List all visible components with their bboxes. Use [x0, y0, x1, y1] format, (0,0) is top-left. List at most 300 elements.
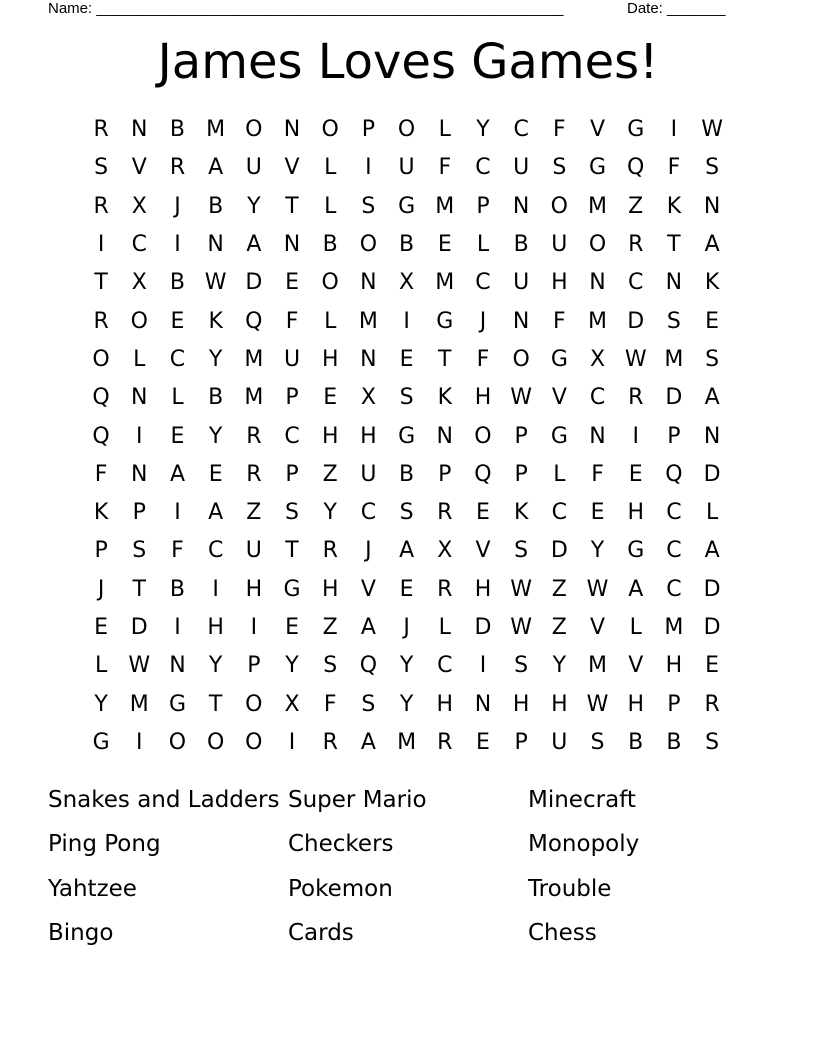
grid-letter[interactable]: X: [131, 193, 147, 219]
grid-letter[interactable]: T: [438, 346, 452, 372]
grid-letter[interactable]: R: [322, 538, 338, 564]
grid-letter[interactable]: F: [476, 346, 490, 372]
grid-letter[interactable]: E: [285, 270, 299, 296]
grid-letter[interactable]: G: [283, 576, 301, 602]
grid-letter[interactable]: W: [510, 576, 533, 602]
grid-letter[interactable]: E: [705, 653, 720, 679]
grid-letter[interactable]: S: [361, 691, 376, 717]
grid-letter[interactable]: M: [244, 346, 264, 372]
grid-letter[interactable]: Z: [322, 615, 338, 640]
grid-letter[interactable]: P: [514, 423, 528, 449]
grid-letter[interactable]: R: [169, 155, 186, 181]
word-bank-item: Cards: [288, 920, 354, 947]
grid-letter[interactable]: C: [666, 576, 682, 602]
grid-letter[interactable]: C: [284, 423, 300, 449]
grid-letter[interactable]: M: [206, 117, 226, 143]
grid-letter[interactable]: H: [360, 423, 377, 449]
grid-letter[interactable]: L: [171, 385, 184, 411]
grid-letter[interactable]: U: [283, 346, 301, 372]
grid-letter[interactable]: G: [398, 193, 416, 219]
grid-letter[interactable]: P: [514, 729, 528, 755]
grid-letter[interactable]: O: [245, 729, 263, 755]
grid-letter[interactable]: C: [169, 346, 186, 372]
grid-letter[interactable]: S: [285, 500, 300, 526]
grid-letter[interactable]: C: [666, 500, 682, 526]
grid-letter[interactable]: R: [93, 117, 109, 143]
grid-letter[interactable]: V: [284, 155, 300, 181]
grid-letter[interactable]: T: [285, 538, 299, 564]
grid-letter[interactable]: K: [704, 270, 720, 296]
grid-letter[interactable]: V: [475, 538, 491, 564]
grid-letter[interactable]: H: [551, 691, 568, 717]
grid-letter[interactable]: P: [132, 500, 146, 526]
grid-letter[interactable]: E: [399, 576, 414, 602]
grid-letter[interactable]: B: [666, 729, 682, 755]
grid-letter[interactable]: Y: [399, 691, 414, 717]
grid-letter[interactable]: U: [245, 155, 262, 181]
grid-letter[interactable]: O: [321, 270, 339, 296]
grid-letter[interactable]: I: [136, 423, 143, 449]
grid-letter[interactable]: D: [245, 270, 263, 296]
grid-letter[interactable]: S: [361, 193, 376, 219]
grid-letter[interactable]: H: [321, 423, 339, 449]
grid-letter[interactable]: V: [131, 155, 147, 181]
grid-letter[interactable]: H: [321, 576, 339, 602]
grid-letter[interactable]: O: [92, 346, 110, 372]
grid-letter[interactable]: G: [627, 538, 645, 564]
grid-letter[interactable]: D: [474, 615, 492, 640]
grid-letter[interactable]: Y: [285, 653, 299, 679]
grid-letter[interactable]: E: [476, 500, 490, 526]
grid-letter[interactable]: M: [129, 691, 149, 717]
grid-letter[interactable]: A: [360, 615, 376, 640]
grid-letter[interactable]: I: [174, 615, 181, 640]
grid-letter[interactable]: Q: [92, 423, 110, 449]
grid-letter[interactable]: I: [250, 615, 258, 640]
grid-letter[interactable]: N: [131, 461, 148, 487]
grid-letter[interactable]: F: [553, 308, 566, 334]
grid-letter[interactable]: M: [435, 270, 455, 296]
grid-letter[interactable]: F: [438, 155, 452, 181]
grid-letter[interactable]: T: [208, 691, 223, 717]
grid-letter[interactable]: A: [208, 500, 224, 526]
grid-letter[interactable]: P: [667, 423, 681, 449]
grid-letter[interactable]: E: [399, 346, 414, 372]
grid-letter[interactable]: P: [514, 461, 528, 487]
grid-letter[interactable]: M: [397, 729, 417, 755]
grid-letter[interactable]: P: [285, 461, 299, 487]
grid-letter[interactable]: H: [245, 576, 263, 602]
grid-letter[interactable]: S: [705, 346, 720, 372]
grid-letter[interactable]: R: [704, 691, 720, 717]
grid-letter[interactable]: O: [321, 117, 339, 143]
grid-letter[interactable]: N: [360, 270, 377, 296]
grid-letter[interactable]: J: [174, 193, 181, 219]
grid-letter[interactable]: A: [704, 538, 720, 564]
grid-letter[interactable]: H: [551, 270, 568, 296]
grid-letter[interactable]: G: [92, 729, 110, 755]
grid-letter[interactable]: D: [703, 615, 721, 640]
grid-letter[interactable]: C: [475, 155, 491, 181]
grid-letter[interactable]: U: [513, 155, 530, 181]
grid-letter[interactable]: F: [171, 538, 184, 564]
grid-letter[interactable]: K: [93, 500, 109, 526]
grid-letter[interactable]: C: [475, 270, 491, 296]
grid-letter[interactable]: S: [552, 155, 567, 181]
grid-letter[interactable]: P: [285, 385, 299, 411]
grid-letter[interactable]: H: [321, 346, 339, 372]
grid-letter[interactable]: P: [667, 691, 681, 717]
grid-letter[interactable]: R: [93, 308, 109, 334]
grid-letter[interactable]: L: [133, 346, 146, 372]
grid-letter[interactable]: A: [704, 232, 720, 258]
grid-letter[interactable]: H: [474, 385, 492, 411]
word-bank-item: Minecraft: [528, 787, 636, 814]
grid-letter[interactable]: I: [174, 500, 181, 526]
grid-letter[interactable]: P: [94, 538, 108, 564]
word-bank-item: Monopoly: [528, 831, 640, 858]
grid-letter[interactable]: D: [130, 615, 148, 640]
grid-letter[interactable]: C: [666, 538, 682, 564]
grid-letter[interactable]: L: [629, 615, 642, 640]
word-bank-item: Chess: [528, 920, 597, 947]
grid-letter[interactable]: U: [551, 729, 568, 755]
grid-letter[interactable]: N: [131, 385, 148, 411]
grid-letter[interactable]: L: [553, 461, 566, 487]
grid-letter[interactable]: P: [438, 461, 452, 487]
grid-letter[interactable]: R: [246, 461, 262, 487]
grid-letter[interactable]: N: [207, 232, 224, 258]
grid-letter[interactable]: L: [324, 193, 337, 219]
grid-letter[interactable]: N: [131, 117, 148, 143]
grid-letter[interactable]: L: [438, 615, 451, 640]
grid-letter[interactable]: K: [437, 385, 452, 411]
grid-letter[interactable]: N: [512, 308, 530, 334]
grid-letter[interactable]: W: [624, 346, 647, 372]
word-bank-row: [48, 778, 768, 822]
grid-letter[interactable]: F: [285, 308, 299, 334]
grid-letter[interactable]: B: [322, 232, 338, 258]
grid-letter[interactable]: S: [705, 729, 720, 755]
grid-letter[interactable]: G: [436, 308, 454, 334]
grid-letter[interactable]: R: [628, 232, 644, 258]
grid-letter[interactable]: P: [476, 193, 490, 219]
grid-letter[interactable]: D: [627, 308, 645, 334]
word-bank-row: [48, 867, 768, 911]
grid-letter[interactable]: C: [360, 500, 377, 526]
grid-letter[interactable]: R: [628, 385, 644, 411]
grid-letter[interactable]: W: [586, 691, 609, 717]
grid-letter[interactable]: A: [246, 232, 262, 258]
grid-letter[interactable]: N: [283, 232, 301, 258]
grid-letter[interactable]: C: [589, 385, 606, 411]
grid-letter[interactable]: W: [510, 615, 533, 640]
grid-letter[interactable]: N: [665, 270, 683, 296]
grid-letter[interactable]: H: [627, 691, 644, 717]
grid-letter[interactable]: C: [513, 117, 529, 143]
grid-letter[interactable]: R: [437, 500, 453, 526]
grid-letter[interactable]: B: [169, 270, 186, 296]
grid-letter[interactable]: E: [628, 461, 643, 487]
grid-letter[interactable]: B: [208, 193, 224, 219]
grid-letter[interactable]: H: [436, 691, 454, 717]
grid-letter[interactable]: L: [476, 232, 490, 258]
grid-letter[interactable]: X: [360, 385, 376, 411]
grid-letter[interactable]: H: [665, 653, 683, 679]
grid-letter[interactable]: I: [174, 232, 181, 258]
grid-letter[interactable]: E: [170, 308, 185, 334]
grid-letter[interactable]: B: [169, 576, 186, 602]
grid-letter[interactable]: I: [136, 729, 143, 755]
word-bank-item: Bingo: [48, 920, 114, 947]
grid-letter[interactable]: A: [208, 155, 224, 181]
grid-letter[interactable]: D: [665, 385, 683, 411]
grid-letter[interactable]: M: [588, 308, 608, 334]
grid-letter[interactable]: T: [132, 576, 146, 602]
grid-letter[interactable]: Q: [474, 461, 492, 487]
grid-letter[interactable]: E: [437, 232, 452, 258]
grid-letter[interactable]: Z: [551, 576, 567, 602]
grid-letter[interactable]: Y: [94, 691, 108, 717]
grid-letter[interactable]: G: [550, 346, 568, 372]
grid-letter[interactable]: B: [399, 461, 415, 487]
grid-letter[interactable]: A: [704, 385, 720, 411]
grid-letter[interactable]: L: [324, 308, 337, 334]
grid-letter[interactable]: J: [403, 615, 410, 640]
grid-letter[interactable]: Y: [476, 117, 490, 143]
grid-letter[interactable]: Y: [247, 193, 261, 219]
grid-letter[interactable]: C: [628, 270, 644, 296]
grid-letter[interactable]: S: [514, 653, 529, 679]
grid-letter[interactable]: H: [474, 576, 492, 602]
grid-letter[interactable]: M: [244, 385, 264, 411]
grid-letter[interactable]: F: [94, 461, 108, 487]
grid-letter[interactable]: S: [590, 729, 605, 755]
grid-letter[interactable]: X: [131, 270, 147, 296]
grid-letter[interactable]: U: [360, 461, 377, 487]
grid-letter[interactable]: I: [288, 729, 296, 755]
grid-letter[interactable]: S: [666, 308, 681, 334]
grid-letter[interactable]: E: [705, 308, 720, 334]
grid-row: [82, 609, 732, 647]
grid-letter[interactable]: B: [208, 385, 224, 411]
grid-letter[interactable]: E: [323, 385, 338, 411]
grid-letter[interactable]: S: [399, 500, 414, 526]
grid-letter[interactable]: Q: [665, 461, 683, 487]
grid-letter[interactable]: J: [479, 308, 487, 334]
grid-letter[interactable]: S: [323, 653, 338, 679]
grid-letter[interactable]: N: [703, 193, 721, 219]
grid-letter[interactable]: N: [436, 423, 454, 449]
grid-letter[interactable]: M: [664, 615, 684, 640]
grid-letter[interactable]: H: [627, 500, 644, 526]
grid-letter[interactable]: P: [361, 117, 376, 143]
grid-letter[interactable]: P: [247, 653, 261, 679]
grid-letter[interactable]: L: [705, 500, 719, 526]
grid-letter[interactable]: S: [399, 385, 414, 411]
grid-letter[interactable]: O: [206, 729, 225, 755]
grid-letter[interactable]: M: [358, 308, 378, 334]
grid-letter[interactable]: U: [245, 538, 262, 564]
grid-letter[interactable]: Q: [359, 653, 378, 679]
grid-letter[interactable]: G: [589, 155, 607, 181]
grid-letter[interactable]: T: [667, 232, 681, 258]
grid-letter[interactable]: V: [590, 117, 606, 143]
grid-letter[interactable]: O: [512, 346, 530, 372]
grid-letter[interactable]: Z: [246, 500, 262, 526]
grid-letter[interactable]: D: [703, 461, 721, 487]
grid-letter[interactable]: C: [131, 232, 147, 258]
grid-letter[interactable]: E: [170, 423, 185, 449]
grid-letter[interactable]: W: [128, 653, 151, 679]
grid-letter[interactable]: X: [589, 346, 606, 372]
grid-letter[interactable]: Y: [208, 653, 223, 679]
grid-letter[interactable]: N: [589, 423, 606, 449]
grid-letter[interactable]: W: [204, 270, 227, 296]
grid-letter[interactable]: Q: [627, 155, 645, 181]
grid-letter[interactable]: V: [628, 653, 644, 679]
grid-letter[interactable]: W: [510, 385, 533, 411]
grid-letter[interactable]: O: [397, 117, 416, 143]
grid-letter[interactable]: Y: [552, 653, 567, 679]
grid-letter[interactable]: X: [399, 270, 415, 296]
grid-letter[interactable]: Y: [323, 500, 337, 526]
grid-letter[interactable]: B: [399, 232, 415, 258]
grid-letter[interactable]: F: [591, 461, 604, 487]
grid-letter[interactable]: F: [553, 117, 566, 143]
grid-letter[interactable]: J: [97, 576, 105, 602]
grid-letter[interactable]: I: [632, 423, 639, 449]
grid-letter[interactable]: E: [476, 729, 490, 755]
grid-letter[interactable]: G: [398, 423, 416, 449]
grid-letter[interactable]: C: [437, 653, 453, 679]
grid-letter[interactable]: R: [93, 193, 109, 219]
grid-letter[interactable]: N: [512, 193, 530, 219]
grid-letter[interactable]: A: [628, 576, 644, 602]
word-bank-item: Snakes and Ladders: [48, 787, 280, 814]
grid-letter[interactable]: M: [435, 193, 455, 219]
grid-letter[interactable]: O: [474, 423, 492, 449]
grid-letter[interactable]: O: [550, 193, 568, 219]
grid-letter[interactable]: A: [360, 729, 376, 755]
grid-letter[interactable]: E: [590, 500, 605, 526]
grid-letter[interactable]: G: [168, 691, 186, 717]
grid-letter[interactable]: K: [666, 193, 682, 219]
grid-row: [82, 647, 732, 685]
grid-letter[interactable]: R: [437, 576, 453, 602]
grid-letter[interactable]: O: [168, 729, 187, 755]
grid-letter[interactable]: V: [590, 615, 606, 640]
grid-letter[interactable]: U: [513, 270, 530, 296]
grid-letter[interactable]: S: [132, 538, 147, 564]
grid-letter[interactable]: N: [283, 117, 301, 143]
grid-letter[interactable]: V: [551, 385, 567, 411]
grid-letter[interactable]: N: [703, 423, 721, 449]
grid-letter[interactable]: C: [207, 538, 224, 564]
grid-letter[interactable]: F: [323, 691, 337, 717]
grid-row: [82, 456, 732, 494]
grid-letter[interactable]: M: [664, 346, 684, 372]
grid-letter[interactable]: I: [670, 117, 678, 143]
grid-letter[interactable]: C: [551, 500, 568, 526]
grid-letter[interactable]: S: [705, 155, 720, 181]
grid-letter[interactable]: O: [588, 232, 607, 258]
grid-letter[interactable]: I: [479, 653, 487, 679]
grid-letter[interactable]: F: [667, 155, 681, 181]
grid-letter[interactable]: Y: [590, 538, 605, 564]
grid-letter[interactable]: L: [324, 155, 337, 181]
grid-letter[interactable]: O: [245, 691, 263, 717]
grid-letter[interactable]: U: [398, 155, 415, 181]
grid-letter[interactable]: L: [438, 117, 451, 143]
grid-letter[interactable]: D: [703, 576, 721, 602]
grid-letter[interactable]: D: [550, 538, 568, 564]
grid-letter[interactable]: S: [514, 538, 529, 564]
grid-letter[interactable]: K: [208, 308, 223, 334]
grid-letter[interactable]: O: [245, 117, 263, 143]
grid-letter[interactable]: Y: [208, 423, 223, 449]
grid-letter[interactable]: T: [94, 270, 108, 296]
grid-letter[interactable]: I: [365, 155, 372, 181]
grid-letter[interactable]: Q: [92, 385, 110, 411]
grid-letter[interactable]: R: [246, 423, 262, 449]
grid-letter[interactable]: B: [628, 729, 644, 755]
grid-letter[interactable]: E: [94, 615, 109, 640]
grid-letter[interactable]: K: [513, 500, 529, 526]
grid-letter[interactable]: J: [365, 538, 372, 564]
grid-letter[interactable]: I: [97, 232, 105, 258]
grid-letter[interactable]: Z: [628, 193, 644, 219]
grid-letter[interactable]: Y: [399, 653, 414, 679]
grid-letter[interactable]: N: [474, 691, 492, 717]
grid-letter[interactable]: N: [360, 346, 377, 372]
grid-letter[interactable]: N: [169, 653, 186, 679]
grid-letter[interactable]: G: [627, 117, 645, 143]
grid-letter[interactable]: R: [437, 729, 453, 755]
grid-letter[interactable]: Z: [322, 461, 338, 487]
grid-letter[interactable]: E: [285, 615, 299, 640]
grid-letter[interactable]: Y: [208, 346, 223, 372]
grid-letter[interactable]: T: [285, 193, 299, 219]
grid-letter[interactable]: H: [512, 691, 530, 717]
grid-letter[interactable]: B: [169, 117, 186, 143]
grid-letter[interactable]: I: [403, 308, 410, 334]
grid-letter[interactable]: S: [94, 155, 109, 181]
grid-letter[interactable]: A: [169, 461, 185, 487]
grid-letter[interactable]: Q: [245, 308, 263, 334]
grid-letter[interactable]: X: [284, 691, 300, 717]
grid-letter[interactable]: G: [550, 423, 568, 449]
grid-letter[interactable]: N: [589, 270, 606, 296]
grid-letter[interactable]: V: [360, 576, 376, 602]
grid-letter[interactable]: R: [322, 729, 338, 755]
grid-letter[interactable]: W: [586, 576, 609, 602]
grid-letter[interactable]: Z: [551, 615, 567, 640]
grid-letter[interactable]: W: [701, 117, 723, 143]
grid-letter[interactable]: B: [513, 232, 529, 258]
grid-letter[interactable]: E: [208, 461, 223, 487]
grid-letter[interactable]: L: [94, 653, 108, 679]
grid-letter[interactable]: X: [437, 538, 453, 564]
grid-letter[interactable]: M: [588, 193, 608, 219]
grid-letter[interactable]: A: [399, 538, 415, 564]
grid-letter[interactable]: I: [212, 576, 219, 602]
grid-letter[interactable]: H: [207, 615, 224, 640]
grid-letter[interactable]: O: [130, 308, 148, 334]
grid-letter[interactable]: M: [588, 653, 608, 679]
grid-letter[interactable]: O: [359, 232, 378, 258]
grid-letter[interactable]: U: [551, 232, 568, 258]
